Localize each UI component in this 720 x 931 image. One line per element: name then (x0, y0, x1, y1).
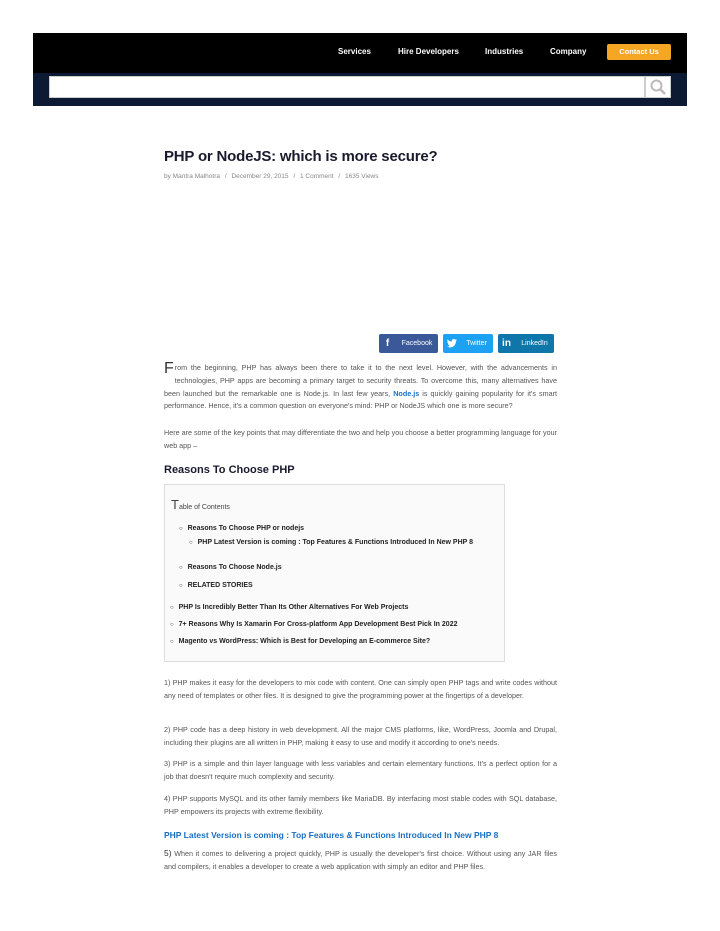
toc-title (171, 497, 230, 512)
search-icon (649, 78, 667, 96)
point-paragraph: 4) PHP supports MySQL and its other family members like MariaDB. By interfacing most stable codes with SQL database, PHP empowers its projects with extreme flexibility. (164, 794, 557, 816)
point-paragraph: 2) PHP code has a deep history in web development. All the major CMS platforms, like, WordPress, Joomla and Drupal, including their plugins are all written in PHP, making it easy to use and modify it according to one's needs. (164, 725, 557, 747)
view-count: 1635 Views (345, 173, 379, 180)
nav-services[interactable]: Services (338, 47, 371, 56)
toc-item[interactable]: ○ Reasons To Choose Node.js (179, 564, 282, 571)
author-link[interactable]: by Mantra Malhotra (164, 173, 220, 180)
share-linkedin-button[interactable] (498, 334, 554, 353)
intro-text: is quickly gaining popularity for it's smart performance. Hence, it's a common question on everyone's mind: PHP or NodeJS which one is more secure? (164, 388, 557, 411)
intro-paragraph (164, 362, 557, 413)
table-of-contents (164, 484, 505, 662)
dropcap: F (164, 360, 174, 377)
share-label: Facebook (401, 340, 433, 347)
facebook-icon: f (385, 338, 390, 349)
toc-item[interactable]: ○ Reasons To Choose PHP or nodejs (179, 525, 304, 532)
nodejs-link[interactable]: Node.js (393, 388, 420, 398)
toc-item[interactable]: ○ PHP Latest Version is coming : Top Features & Functions Introduced In New PHP 8 (189, 539, 473, 546)
twitter-icon (443, 334, 460, 353)
site-header (33, 33, 687, 106)
meta-sep: / (224, 173, 227, 180)
toc-title-text: able of Contents (178, 504, 230, 511)
page-title: PHP or NodeJS: which is more secure? (164, 148, 438, 165)
nav-industries[interactable]: Industries (485, 47, 524, 56)
post-date: December 29, 2015 (231, 173, 289, 180)
toc-title-cap: T (171, 497, 179, 512)
comments-link[interactable]: 1 Comment (299, 173, 334, 180)
share-twitter-button[interactable] (443, 334, 493, 353)
search-bar (33, 73, 687, 106)
toc-item[interactable]: ○ 7+ Reasons Why Is Xamarin For Cross-platform App Development Best Pick In 2022 (170, 621, 457, 628)
share-facebook-button[interactable] (379, 334, 438, 353)
article-header (164, 148, 557, 165)
meta-sep: / (338, 173, 341, 180)
toc-item[interactable]: ○ PHP Is Incredibly Better Than Its Other Alternatives For Web Projects (170, 604, 408, 611)
section-heading-php8: PHP Latest Version is coming : Top Features & Functions Introduced In New PHP 8 (164, 830, 499, 840)
point-paragraph: 1) PHP makes it easy for the developers to mix code with content. One can simply open PHP tags and write codes without any need of templates or other files. It is designed to give the programming power at the fingertips of a developer. (164, 678, 557, 700)
article-meta (164, 173, 382, 180)
point-number: 5) (164, 848, 172, 858)
share-label: Twitter (466, 340, 487, 347)
search-button[interactable] (645, 76, 671, 98)
toc-item[interactable]: ○ RELATED STORIES (179, 582, 253, 589)
nav-company[interactable]: Company (550, 47, 587, 56)
search-input[interactable] (49, 76, 645, 98)
intro-paragraph-2: Here are some of the key points that may differentiate the two and help you choose a better programming language for your web app – (164, 428, 558, 450)
nav-hire-developers[interactable]: Hire Developers (398, 47, 459, 56)
share-label: LinkedIn (521, 340, 548, 347)
linkedin-icon: in (502, 338, 511, 349)
section-heading-php: Reasons To Choose PHP (164, 464, 295, 476)
intro-text: rom the beginning, PHP has always been there to take it to the next level. However, with the advancements in technologies, PHP apps are becoming a primary target to security threats. To overcome this, many alternatives have been launched but the remarkable one is Node.js. In last few years, (164, 363, 557, 398)
main-nav (33, 33, 687, 73)
toc-item[interactable]: ○ Magento vs WordPress: Which is Best for Developing an E-commerce Site? (170, 638, 430, 645)
point-paragraph: 3) PHP is a simple and thin layer language with less variables and certain elementary functions. It's a perfect option for a job that doesn't require much complexity and security. (164, 759, 557, 781)
point-paragraph (164, 847, 557, 874)
contact-us-button[interactable]: Contact Us (607, 44, 671, 60)
meta-sep: / (293, 173, 296, 180)
point-text: When it comes to delivering a project quickly, PHP is usually the developer's first choice. Without using any JAR files and compilers, it enables a developer to create a web application with simply an editor and PHP files. (164, 849, 557, 871)
